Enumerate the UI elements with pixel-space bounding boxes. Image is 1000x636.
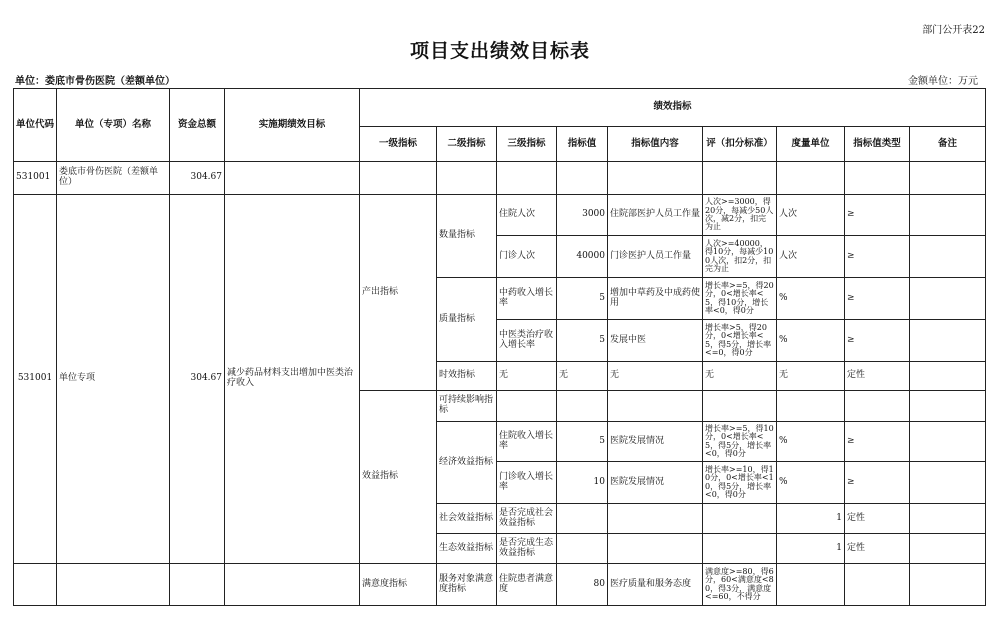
- value-type-cell: ≥: [845, 236, 910, 278]
- amount-unit-label: 金额单位：万元: [908, 76, 978, 87]
- measure-cell: %: [777, 422, 845, 462]
- measure-cell: 无: [777, 362, 845, 391]
- table-row: [14, 564, 986, 606]
- header-goal: 实施期绩效目标: [225, 89, 360, 162]
- level1-benefit: 效益指标: [360, 391, 437, 564]
- level2-economic: 经济效益指标: [437, 422, 497, 504]
- value-type-cell: 定性: [845, 504, 910, 534]
- score-cell: 增长率>5，得20分，0<增长率<5，得5分，增长率<=0，得0分: [703, 320, 777, 362]
- header-value: 指标值: [557, 127, 608, 162]
- l3-cell: 中医类治疗收入增长率: [497, 320, 557, 362]
- measure-cell: 1: [777, 504, 845, 534]
- table-row: [14, 195, 986, 236]
- level2-service: 服务对象满意度指标: [437, 564, 497, 606]
- value-cell: 5: [557, 422, 608, 462]
- project-goal: 减少药品材料支出增加中医类治疗收入: [225, 195, 360, 564]
- l3-cell: 门诊收入增长率: [497, 462, 557, 504]
- page-title: 项目支出绩效目标表: [409, 40, 590, 62]
- l3-cell: 住院患者满意度: [497, 564, 557, 606]
- l3-cell: 无: [497, 362, 557, 391]
- score-cell: 无: [703, 362, 777, 391]
- measure-cell: %: [777, 320, 845, 362]
- value-cell: 无: [557, 362, 608, 391]
- header-level3: 三级指标: [497, 127, 557, 162]
- header-measure: 度量单位: [777, 127, 845, 162]
- header-unit-code: 单位代码: [14, 89, 57, 162]
- level2-ecology: 生态效益指标: [437, 534, 497, 564]
- content-cell: 住院部医护人员工作量: [608, 195, 703, 236]
- l3-cell: 中药收入增长率: [497, 278, 557, 320]
- score-cell: 增长率>=5，得10分，0<增长率<5，得5分，增长率<0，得0分: [703, 422, 777, 462]
- score-cell: 增长率>=10，得10分，0<增长率<10，得5分，增长率<0，得0分: [703, 462, 777, 504]
- performance-table: [13, 88, 986, 606]
- value-type-cell: ≥: [845, 320, 910, 362]
- value-type-cell: ≥: [845, 278, 910, 320]
- value-type-cell: ≥: [845, 462, 910, 504]
- level2-sustain: 可持续影响指标: [437, 391, 497, 422]
- content-cell: 医院发展情况: [608, 462, 703, 504]
- summary-total: 304.67: [170, 162, 225, 195]
- value-type-cell: ≥: [845, 195, 910, 236]
- content-cell: 发展中医: [608, 320, 703, 362]
- header-level1: 一级指标: [360, 127, 437, 162]
- value-type-cell: ≥: [845, 422, 910, 462]
- header-score: 评（扣分标准）: [703, 127, 777, 162]
- score-cell: 满意度>=80，得6分，60<满意度<80，得3分，满意度<=60，不得分: [703, 564, 777, 606]
- summary-code: 531001: [14, 162, 57, 195]
- project-code: 531001: [14, 195, 57, 564]
- content-cell: 门诊医护人员工作量: [608, 236, 703, 278]
- value-type-cell: 定性: [845, 534, 910, 564]
- form-number: 部门公开表22: [922, 25, 985, 36]
- header-unit-name: 单位（专项）名称: [57, 89, 170, 162]
- value-cell: 5: [557, 278, 608, 320]
- level1-satisfaction: 满意度指标: [360, 564, 437, 606]
- content-cell: 无: [608, 362, 703, 391]
- score-cell: 人次>=3000，得20分，每减少50人次，减2分，扣完为止: [703, 195, 777, 236]
- l3-cell: 门诊人次: [497, 236, 557, 278]
- value-cell: 80: [557, 564, 608, 606]
- header-level2: 二级指标: [437, 127, 497, 162]
- level2-timeliness: 时效指标: [437, 362, 497, 391]
- project-name: 单位专项: [57, 195, 170, 564]
- l3-cell: 是否完成生态效益指标: [497, 534, 557, 564]
- measure-cell: %: [777, 462, 845, 504]
- value-cell: 40000: [557, 236, 608, 278]
- summary-name: 娄底市骨伤医院（差额单位）: [57, 162, 170, 195]
- project-total: 304.67: [170, 195, 225, 564]
- header-value-type: 指标值类型: [845, 127, 910, 162]
- header-content: 指标值内容: [608, 127, 703, 162]
- level1-output: 产出指标: [360, 195, 437, 391]
- measure-cell: 人次: [777, 236, 845, 278]
- value-cell: 3000: [557, 195, 608, 236]
- unit-label: 单位：娄底市骨伤医院（差额单位）: [15, 76, 175, 87]
- header-performance: 绩效指标: [360, 89, 986, 127]
- l3-cell: 住院人次: [497, 195, 557, 236]
- level2-social: 社会效益指标: [437, 504, 497, 534]
- measure-cell: %: [777, 278, 845, 320]
- content-cell: 医院发展情况: [608, 422, 703, 462]
- value-cell: 5: [557, 320, 608, 362]
- table-row: [14, 162, 986, 195]
- score-cell: 人次>=40000，得10分，每减少100人次，扣2分，扣完为止: [703, 236, 777, 278]
- level2-quantity: 数量指标: [437, 195, 497, 278]
- content-cell: 增加中草药及中成药使用: [608, 278, 703, 320]
- value-cell: 10: [557, 462, 608, 504]
- header-note: 备注: [910, 127, 986, 162]
- measure-cell: 人次: [777, 195, 845, 236]
- value-type-cell: 定性: [845, 362, 910, 391]
- level2-quality: 质量指标: [437, 278, 497, 362]
- measure-cell: 1: [777, 534, 845, 564]
- header-total: 资金总额: [170, 89, 225, 162]
- score-cell: 增长率>=5，得20分，0<增长率<5，得10分，增长率<0，得0分: [703, 278, 777, 320]
- content-cell: 医疗质量和服务态度: [608, 564, 703, 606]
- l3-cell: 是否完成社会效益指标: [497, 504, 557, 534]
- l3-cell: 住院收入增长率: [497, 422, 557, 462]
